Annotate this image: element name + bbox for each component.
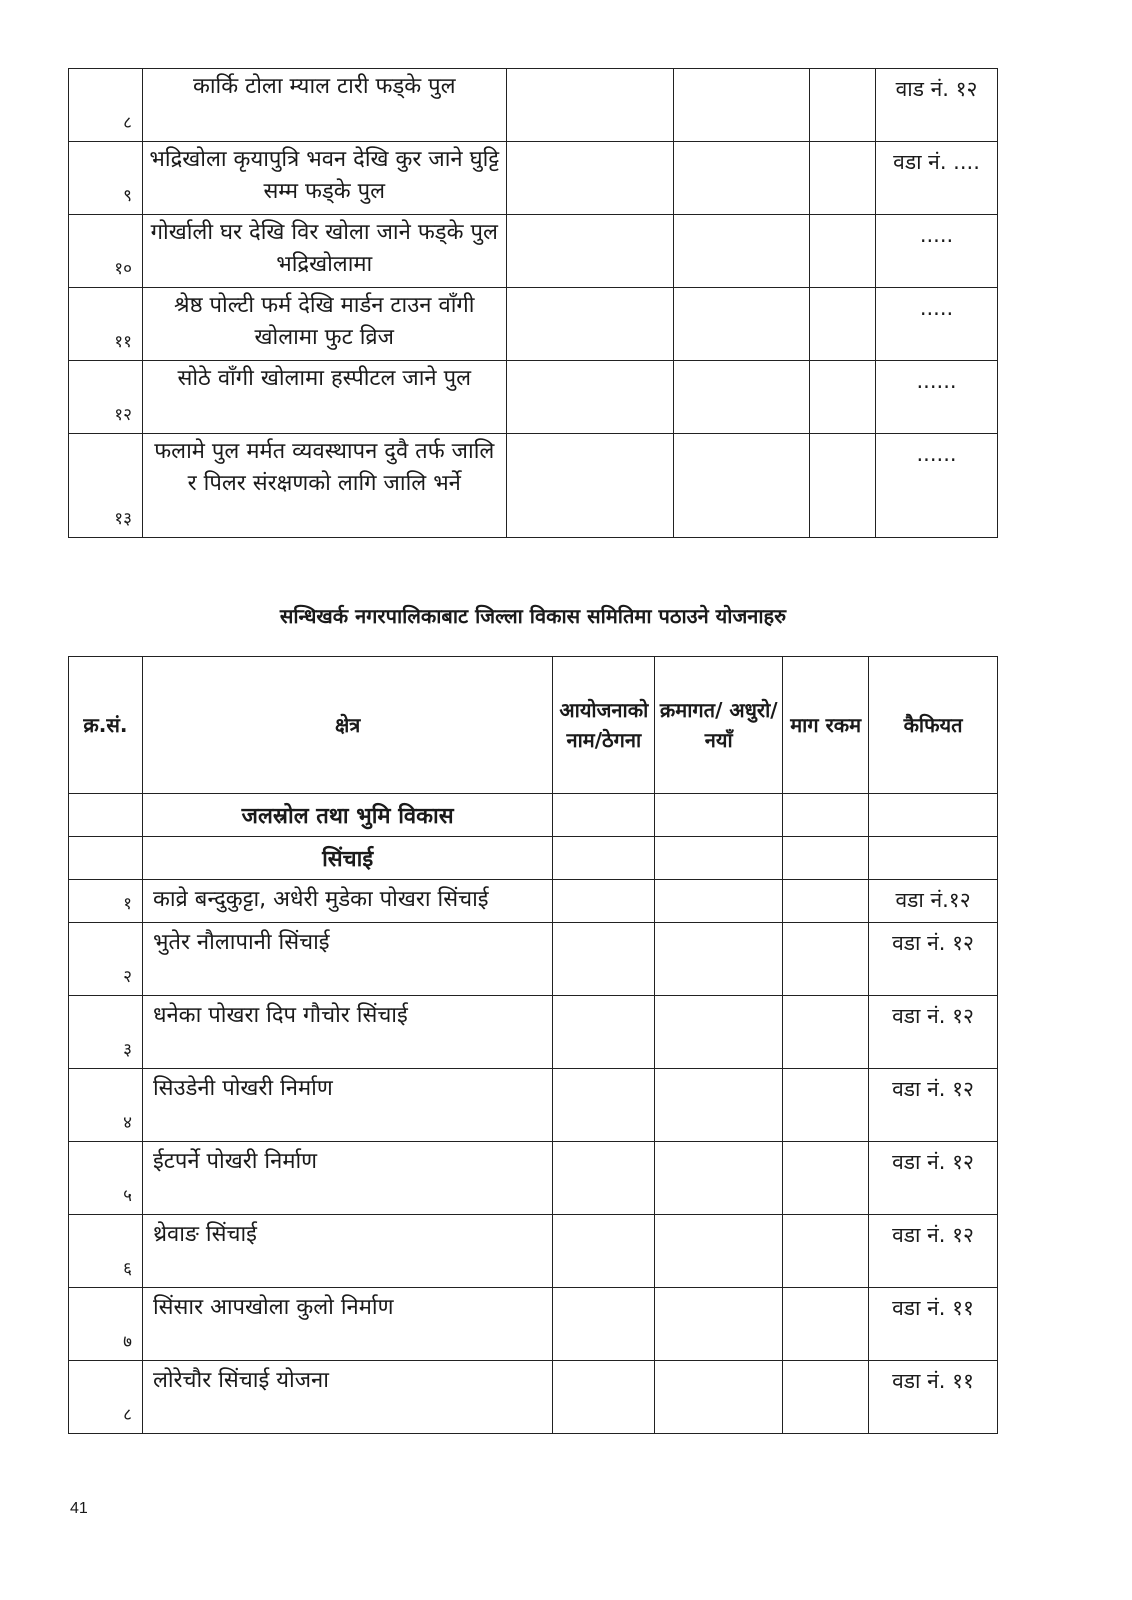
row-number: १० — [69, 215, 143, 288]
empty-cell — [655, 923, 783, 996]
subsection-label: सिंचाई — [142, 837, 552, 880]
empty-cell — [810, 288, 876, 361]
empty-cell — [783, 1069, 869, 1142]
row-description: लोरेचौर सिंचाई योजना — [142, 1361, 552, 1434]
empty-cell — [506, 142, 674, 215]
empty-cell — [674, 288, 810, 361]
row-description: काव्रे बन्दुकुट्टा, अधेरी मुडेका पोखरा सिंचाई — [142, 880, 552, 923]
empty-cell — [783, 837, 869, 880]
bridge-projects-table — [68, 68, 998, 538]
row-number: ७ — [69, 1288, 143, 1361]
empty-cell — [655, 996, 783, 1069]
header-sector: क्षेत्र — [142, 657, 552, 794]
empty-cell — [655, 1215, 783, 1288]
empty-cell — [783, 794, 869, 837]
empty-cell — [553, 837, 655, 880]
row-number: ८ — [69, 1361, 143, 1434]
section-row — [69, 837, 998, 880]
row-description: फलामे पुल मर्मत व्यवस्थापन दुवै तर्फ जालि र पिलर संरक्षणको लागि जालि भर्ने — [142, 434, 506, 538]
row-remarks: ...... — [876, 361, 998, 434]
empty-cell — [506, 288, 674, 361]
empty-cell — [553, 1069, 655, 1142]
row-number: १ — [69, 880, 143, 923]
row-description: श्रेष्ठ पोल्टी फर्म देखि मार्डन टाउन वाँगी खोलामा फुट व्रिज — [142, 288, 506, 361]
empty-cell — [655, 1288, 783, 1361]
row-number: ६ — [69, 1215, 143, 1288]
header-amount: माग रकम — [783, 657, 869, 794]
table-row — [69, 1288, 998, 1361]
row-number: ११ — [69, 288, 143, 361]
row-remarks: वडा नं. १२ — [869, 996, 998, 1069]
empty-cell — [553, 794, 655, 837]
empty-cell — [553, 1288, 655, 1361]
table-row — [69, 1069, 998, 1142]
row-description: सिंसार आपखोला कुलो निर्माण — [142, 1288, 552, 1361]
empty-cell — [553, 880, 655, 923]
row-number: ९ — [69, 142, 143, 215]
empty-cell — [783, 996, 869, 1069]
row-number: १२ — [69, 361, 143, 434]
section-heading: सन्धिखर्क नगरपालिकाबाट जिल्ला विकास समितिमा पठाउने योजनाहरु — [279, 604, 787, 628]
table-row — [69, 361, 998, 434]
empty-cell — [655, 880, 783, 923]
header-row — [69, 657, 998, 794]
row-description: कार्कि टोला म्याल टारी फड्के पुल — [142, 69, 506, 142]
page-number: 41 — [70, 1500, 88, 1517]
empty-cell — [674, 69, 810, 142]
empty-cell — [506, 434, 674, 538]
row-number: १३ — [69, 434, 143, 538]
empty-cell — [655, 1069, 783, 1142]
row-description: सोठे वाँगी खोलामा हस्पीटल जाने पुल — [142, 361, 506, 434]
empty-cell — [655, 1361, 783, 1434]
row-remarks: वाड नं. १२ — [876, 69, 998, 142]
row-description: थ्रेवाङ सिंचाई — [142, 1215, 552, 1288]
table-row — [69, 69, 998, 142]
row-description: गोर्खाली घर देखि विर खोला जाने फड्के पुल भद्रिखोलामा — [142, 215, 506, 288]
empty-cell — [810, 434, 876, 538]
row-remarks: वडा नं. ११ — [869, 1288, 998, 1361]
row-number: ४ — [69, 1069, 143, 1142]
empty-cell — [869, 837, 998, 880]
empty-cell — [810, 361, 876, 434]
empty-cell — [783, 1288, 869, 1361]
row-remarks: ..... — [876, 215, 998, 288]
row-number: ५ — [69, 1142, 143, 1215]
empty-cell — [674, 142, 810, 215]
empty-cell — [655, 1142, 783, 1215]
section-label: जलस्रोल तथा भुमि विकास — [142, 794, 552, 837]
row-number: ३ — [69, 996, 143, 1069]
empty-cell — [810, 142, 876, 215]
table-row — [69, 288, 998, 361]
table-row — [69, 880, 998, 923]
empty-cell — [69, 794, 143, 837]
table-row — [69, 996, 998, 1069]
empty-cell — [810, 69, 876, 142]
row-number: २ — [69, 923, 143, 996]
row-description: धनेका पोखरा दिप गौचोर सिंचाई — [142, 996, 552, 1069]
empty-cell — [655, 794, 783, 837]
empty-cell — [506, 361, 674, 434]
empty-cell — [553, 996, 655, 1069]
section-row — [69, 794, 998, 837]
table-row — [69, 142, 998, 215]
empty-cell — [506, 69, 674, 142]
empty-cell — [674, 215, 810, 288]
empty-cell — [553, 1215, 655, 1288]
header-remarks: कैफियत — [869, 657, 998, 794]
header-project-name: आयोजनाको नाम/ठेगना — [553, 657, 655, 794]
row-remarks: वडा नं.१२ — [869, 880, 998, 923]
empty-cell — [674, 434, 810, 538]
row-remarks: वडा नं. ११ — [869, 1361, 998, 1434]
table-row — [69, 1142, 998, 1215]
header-serial-number: क्र.सं. — [69, 657, 143, 794]
row-remarks: ..... — [876, 288, 998, 361]
empty-cell — [506, 215, 674, 288]
empty-cell — [783, 1215, 869, 1288]
row-number: ८ — [69, 69, 143, 142]
district-projects-table — [68, 656, 998, 1434]
empty-cell — [674, 361, 810, 434]
row-remarks: ...... — [876, 434, 998, 538]
empty-cell — [553, 923, 655, 996]
row-description: ईटपर्ने पोखरी निर्माण — [142, 1142, 552, 1215]
table-row — [69, 215, 998, 288]
row-remarks: वडा नं. .... — [876, 142, 998, 215]
row-remarks: वडा नं. १२ — [869, 1215, 998, 1288]
empty-cell — [783, 1142, 869, 1215]
empty-cell — [655, 837, 783, 880]
table-row — [69, 1361, 998, 1434]
empty-cell — [553, 1361, 655, 1434]
table-row — [69, 434, 998, 538]
table-row — [69, 923, 998, 996]
empty-cell — [869, 794, 998, 837]
empty-cell — [810, 215, 876, 288]
table-row — [69, 1215, 998, 1288]
empty-cell — [783, 880, 869, 923]
row-description: सिउडेनी पोखरी निर्माण — [142, 1069, 552, 1142]
empty-cell — [69, 837, 143, 880]
row-description: भद्रिखोला कृयापुत्रि भवन देखि कुर जाने घुट्टि सम्म फड्के पुल — [142, 142, 506, 215]
row-remarks: वडा नं. १२ — [869, 923, 998, 996]
row-remarks: वडा नं. १२ — [869, 1142, 998, 1215]
empty-cell — [783, 1361, 869, 1434]
header-status: क्रमागत/ अधुरो/नयाँ — [655, 657, 783, 794]
row-remarks: वडा नं. १२ — [869, 1069, 998, 1142]
row-description: भुतेर नौलापानी सिंचाई — [142, 923, 552, 996]
empty-cell — [553, 1142, 655, 1215]
empty-cell — [783, 923, 869, 996]
